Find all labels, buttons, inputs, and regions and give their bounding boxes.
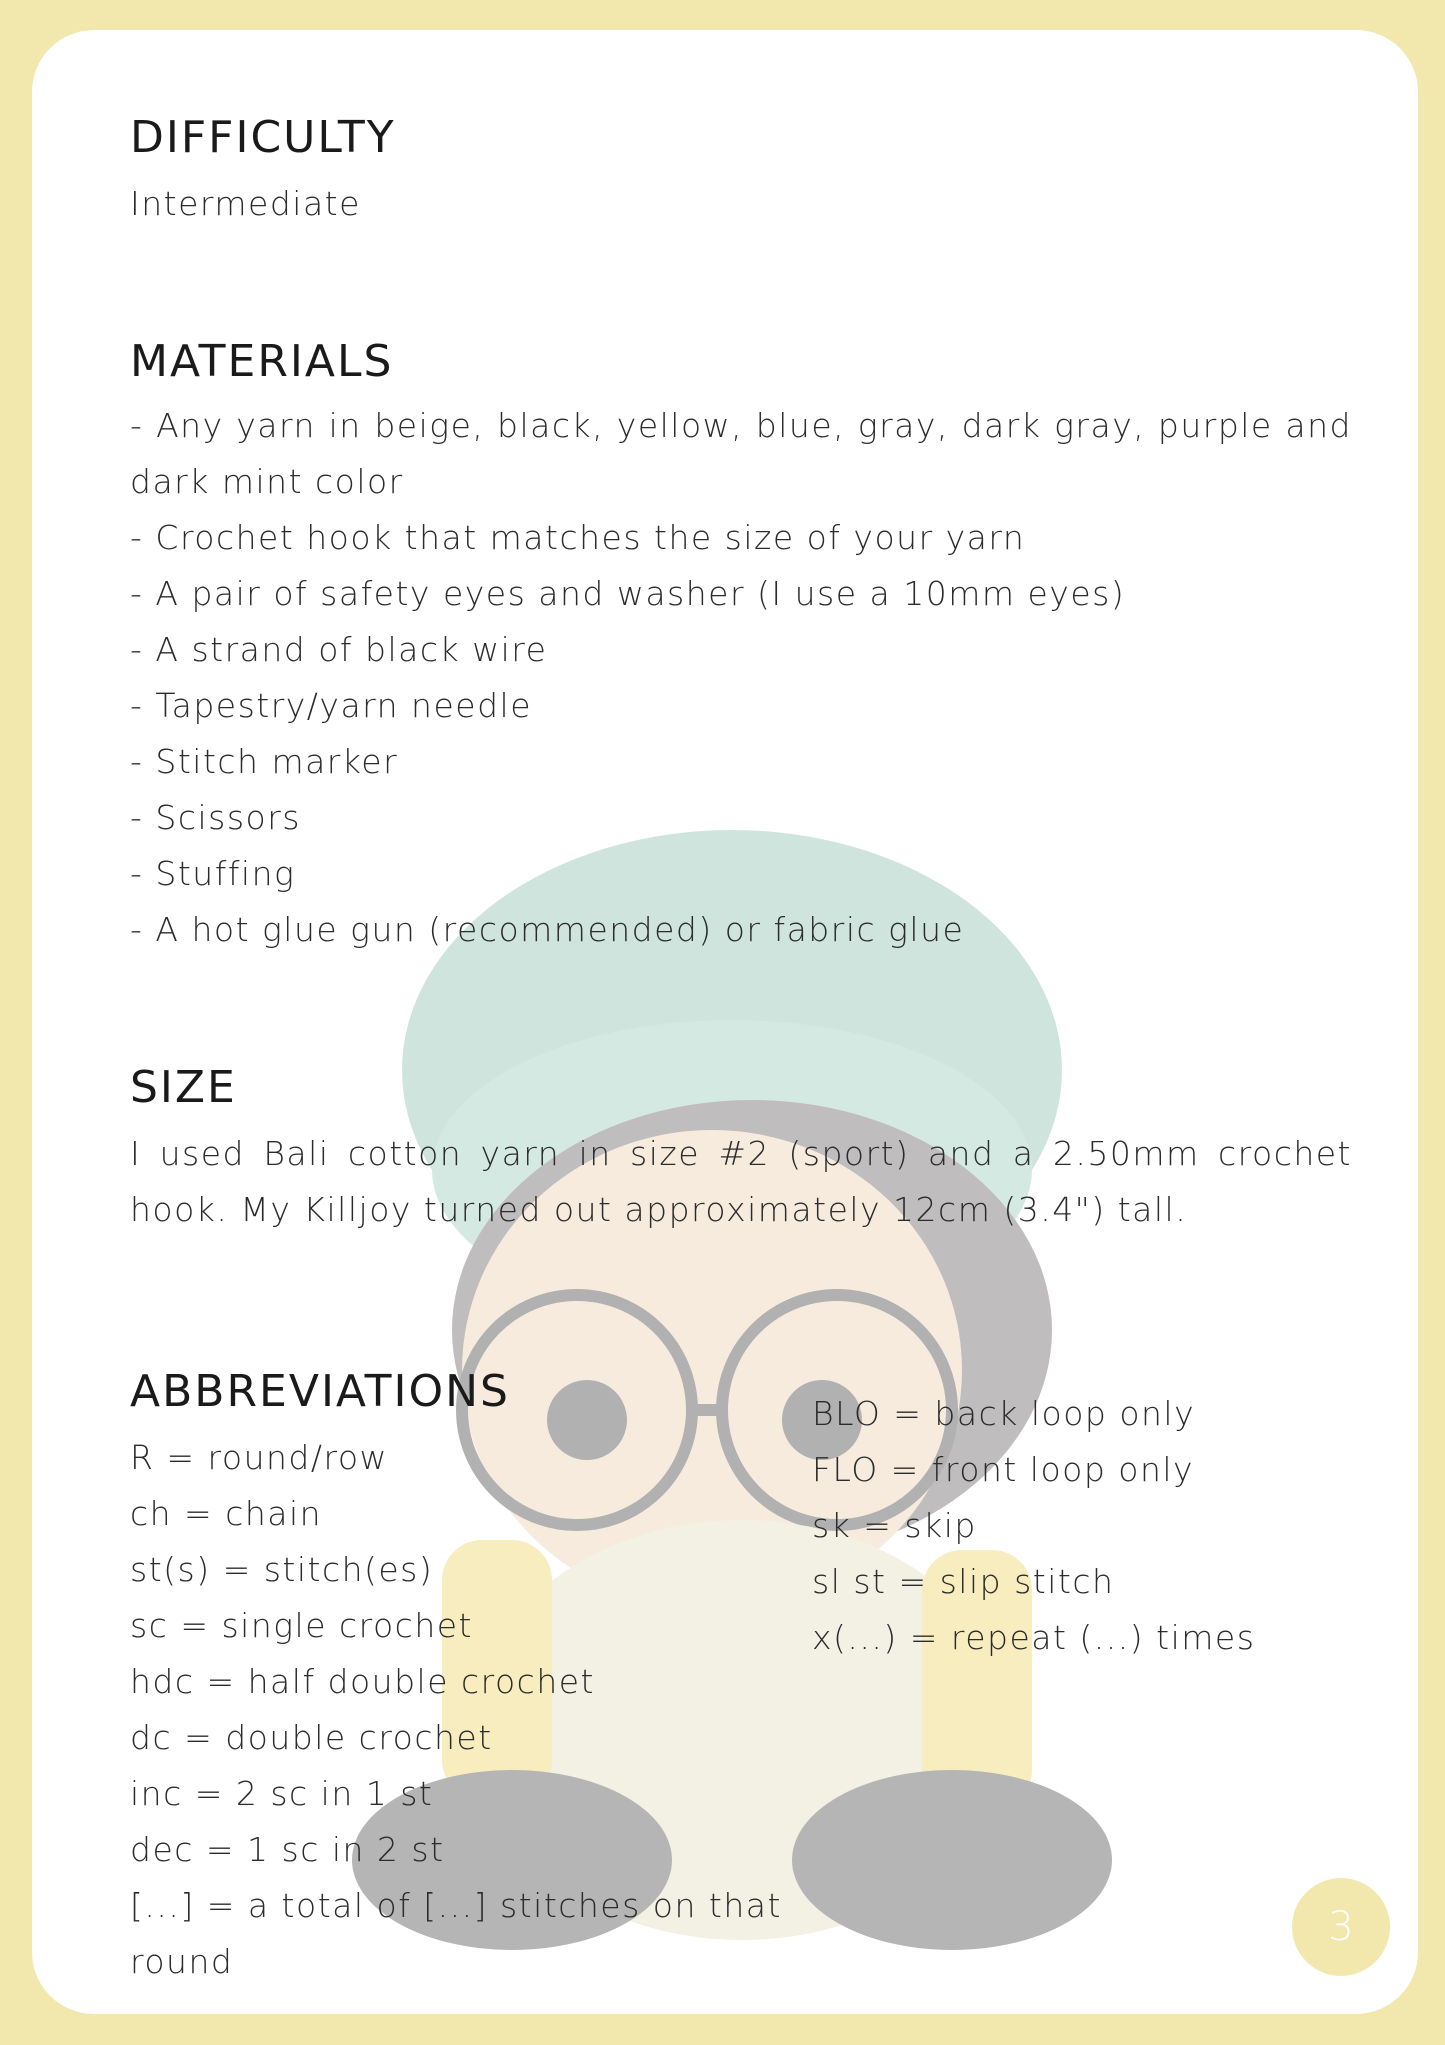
materials-item: - Stitch marker [130,742,399,781]
materials-item: - Stuffing [130,854,296,893]
abbreviation-item: [...] = a total of [...] stitches on that round [130,1886,782,1981]
materials-heading: MATERIALS [130,336,394,387]
materials-list [130,398,1352,958]
abbreviation-item: R = round/row [130,1438,389,1477]
abbreviation-item: hdc = half double crochet [130,1662,595,1701]
abbreviation-item: ch = chain [130,1494,323,1533]
materials-item: - Tapestry/yarn needle [130,686,532,725]
abbreviation-item: sk = skip [812,1506,977,1545]
abbreviations-list-left [130,1430,830,1990]
difficulty-value: Intermediate [130,184,361,223]
abbreviation-item: dc = double crochet [130,1718,493,1757]
page-number-badge: 3 [1292,1878,1390,1976]
materials-item: - Scissors [130,798,301,837]
abbreviation-item: st(s) = stitch(es) [130,1550,434,1589]
abbreviation-item: dec = 1 sc in 2 st [130,1830,445,1869]
size-heading: SIZE [130,1062,237,1113]
abbreviations-list-right [812,1386,1372,1666]
size-text: I used Bali cotton yarn in size #2 (sport) and a 2.50mm crochet hook. My Killjoy turned out approximately 12cm (3.4") tall. [130,1134,1352,1229]
abbreviation-item: BLO = back loop only [812,1394,1196,1433]
materials-item: - A strand of black wire [130,630,548,669]
materials-item: - A hot glue gun (recommended) or fabric glue [130,910,965,949]
abbreviation-item: sc = single crochet [130,1606,473,1645]
materials-item: - A pair of safety eyes and washer (I use a 10mm eyes) [130,574,1126,613]
abbreviation-item: x(...) = repeat (...) times [812,1618,1256,1657]
abbreviation-item: inc = 2 sc in 1 st [130,1774,434,1813]
abbreviations-heading: ABBREVIATIONS [130,1366,510,1417]
page-card [32,30,1418,2014]
materials-item: - Crochet hook that matches the size of your yarn [130,518,1026,557]
materials-item: - Any yarn in beige, black, yellow, blue, gray, dark gray, purple and dark mint color [130,406,1352,501]
difficulty-heading: DIFFICULTY [130,112,396,163]
abbreviation-item: FLO = front loop only [812,1450,1195,1489]
abbreviation-item: sl st = slip stitch [812,1562,1115,1601]
